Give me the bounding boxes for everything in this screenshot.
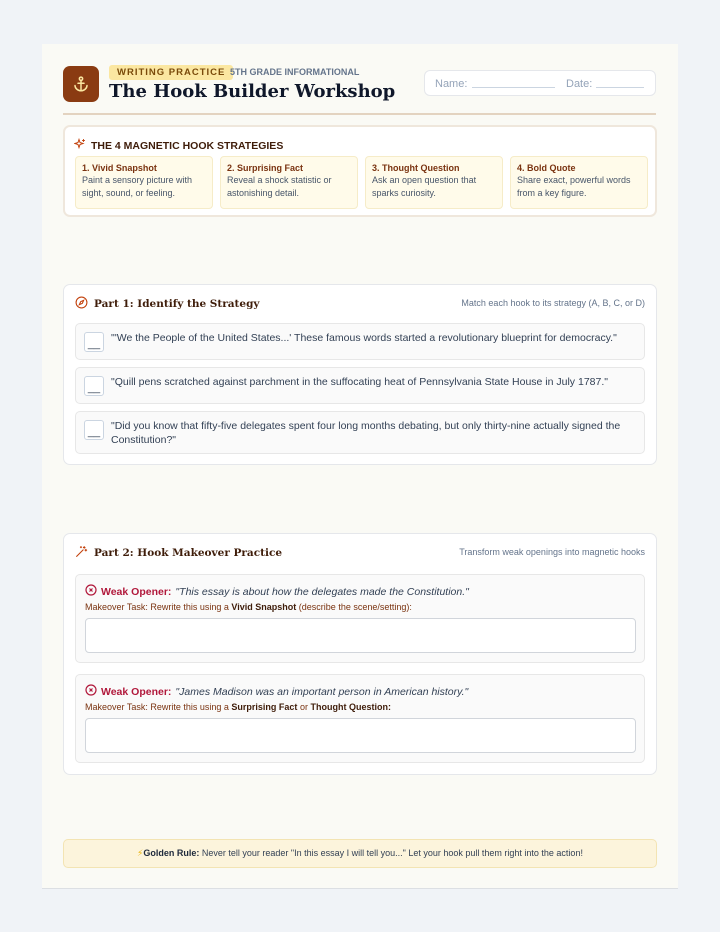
hook-item — [75, 367, 645, 404]
answer-blank[interactable]: __ — [84, 376, 104, 396]
part1-panel — [63, 284, 657, 465]
compass-icon — [75, 296, 88, 312]
hook-item — [75, 411, 645, 454]
strategies-panel — [63, 125, 657, 217]
answer-blank[interactable]: __ — [84, 420, 104, 440]
category-badge: WRITING PRACTICE — [109, 65, 233, 80]
makeover-task: Makeover Task: Rewrite this using a Vivid Snapshot (describe the scene/setting): — [85, 602, 412, 612]
name-date-box — [424, 70, 656, 96]
hook-text: "'We the People of the United States...' These famous words started a revolutionary blueprint for democracy." — [111, 332, 617, 344]
header-divider — [63, 113, 656, 115]
name-label: Name: — [435, 78, 468, 90]
lightning-icon: ⚡ — [137, 848, 144, 858]
anchor-icon — [63, 66, 99, 102]
answer-box[interactable] — [85, 618, 636, 653]
hook-item — [75, 323, 645, 360]
hook-text: "Did you know that fifty-five delegates spent four long months debating, but only thirty-nine actually signed the Constitution?" — [111, 420, 621, 446]
strategy-card: 3. Thought Question Ask an open question that sparks curiosity. — [365, 156, 503, 209]
strategy-card: 1. Vivid Snapshot Paint a sensory picture with sight, sound, or feeling. — [75, 156, 213, 209]
weak-opener: Weak Opener: "James Madison was an important person in American history." — [85, 684, 468, 699]
page-title: The Hook Builder Workshop — [109, 81, 396, 102]
part2-panel — [63, 533, 657, 775]
part2-subtitle: Transform weak openings into magnetic hooks — [459, 547, 645, 557]
answer-box[interactable] — [85, 718, 636, 753]
part1-subtitle: Match each hook to its strategy (A, B, C, or D) — [461, 298, 645, 308]
worksheet-page — [42, 44, 678, 889]
part1-heading: Part 1: Identify the Strategy — [75, 296, 260, 312]
makeover-item — [75, 574, 645, 663]
sparkle-icon — [74, 138, 86, 153]
makeover-item — [75, 674, 645, 763]
name-field[interactable] — [472, 87, 555, 88]
grade-label: 5TH GRADE INFORMATIONAL — [230, 67, 360, 77]
golden-rule-banner: ⚡Golden Rule: Never tell your reader "In this essay I will tell you..." Let your hook pull them right into the action! — [63, 839, 657, 868]
strategy-card: 4. Bold Quote Share exact, powerful words from a key figure. — [510, 156, 648, 209]
x-circle-icon — [85, 684, 97, 699]
answer-blank[interactable]: __ — [84, 332, 104, 352]
makeover-task: Makeover Task: Rewrite this using a Surprising Fact or Thought Question: — [85, 702, 391, 712]
weak-opener: Weak Opener: "This essay is about how the delegates made the Constitution." — [85, 584, 469, 599]
strategy-card: 2. Surprising Fact Reveal a shock statistic or astonishing detail. — [220, 156, 358, 209]
part2-heading: Part 2: Hook Makeover Practice — [75, 545, 282, 561]
x-circle-icon — [85, 584, 97, 599]
date-label: Date: — [566, 78, 593, 90]
magic-wand-icon — [75, 545, 88, 561]
hook-text: "Quill pens scratched against parchment in the suffocating heat of Pennsylvania State House in July 1787." — [111, 376, 608, 388]
date-field[interactable] — [596, 87, 644, 88]
strategies-heading: THE 4 MAGNETIC HOOK STRATEGIES — [74, 138, 283, 153]
